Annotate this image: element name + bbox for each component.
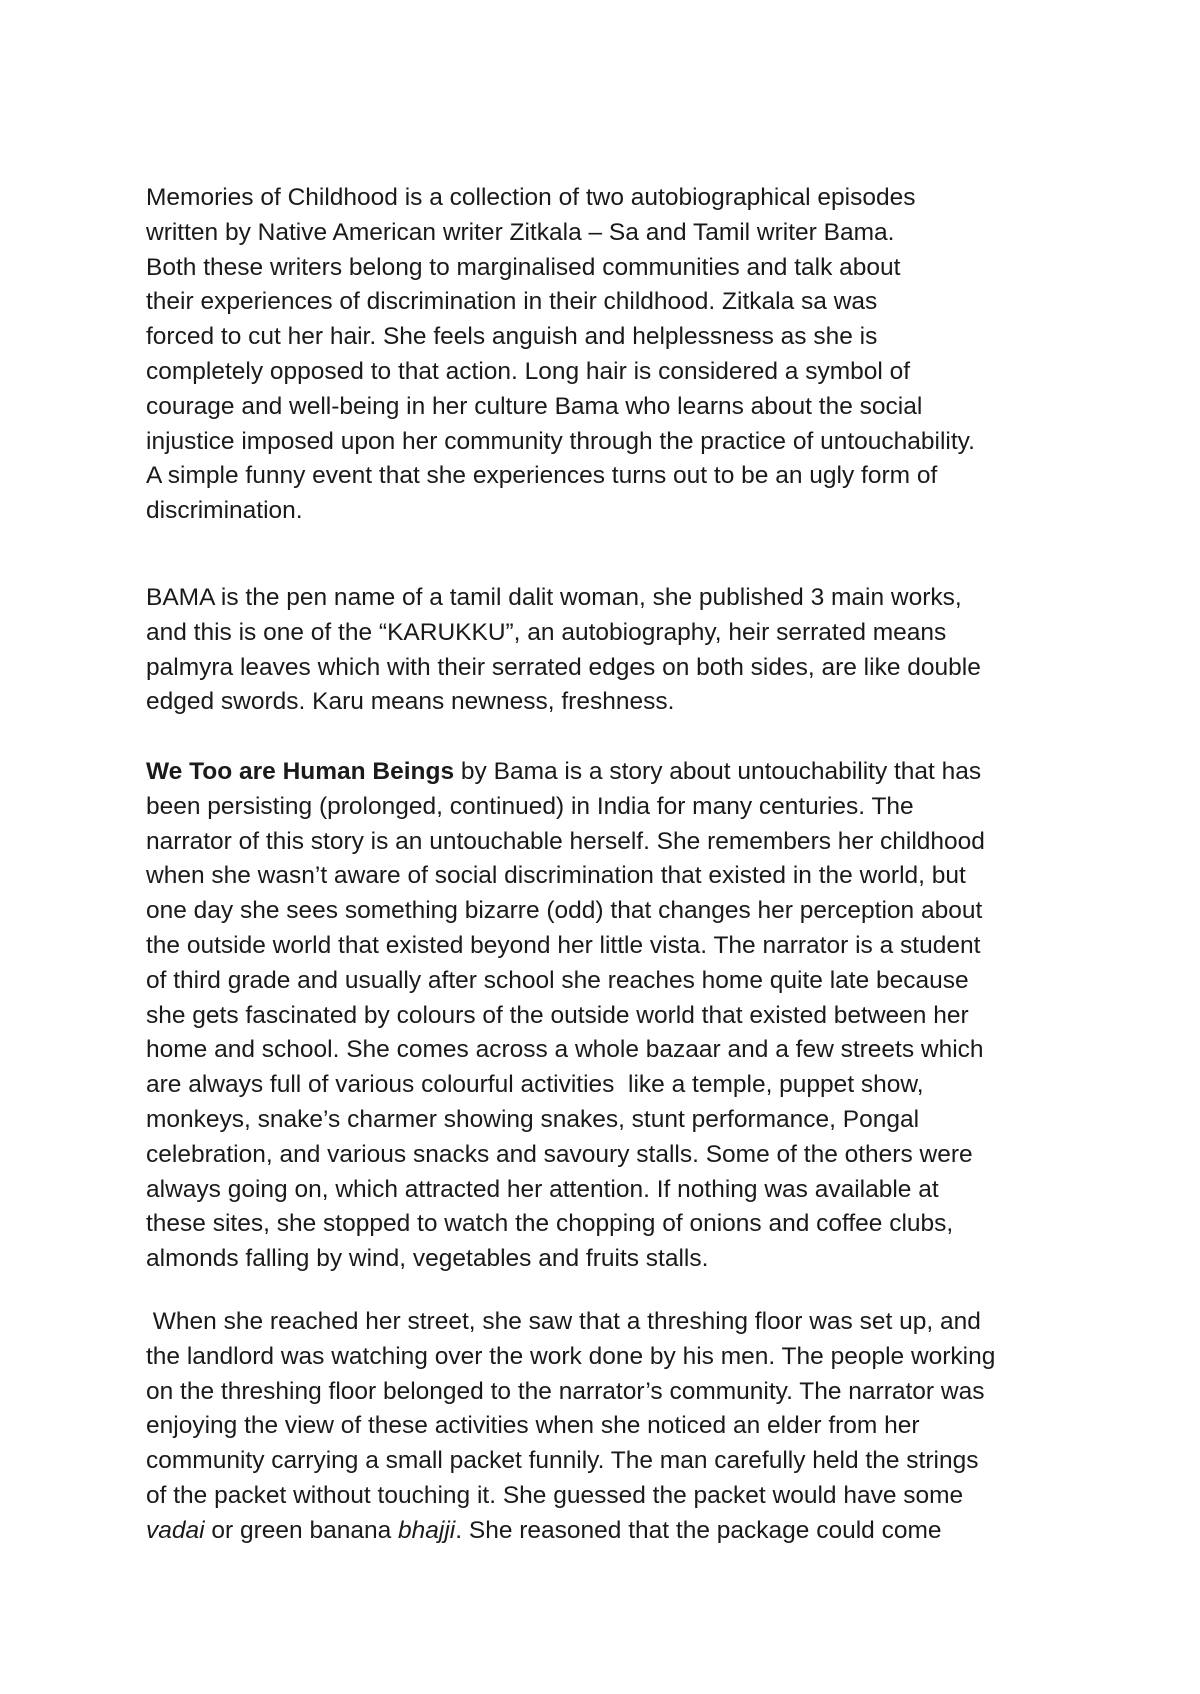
text-line: when she wasn’t aware of social discrimination that existed in the world, but [146,862,966,890]
text-line: the landlord was watching over the work done by his men. The people working [146,1342,996,1370]
text-line: the outside world that existed beyond her little vista. The narrator is a student [146,931,981,959]
text-line: their experiences of discrimination in their childhood. Zitkala sa was [146,288,878,316]
text-line: courage and well-being in her culture Bama who learns about the social [146,392,923,420]
text-line: written by Native American writer Zitkala – Sa and Tamil writer Bama. [146,218,895,246]
text-line: are always full of various colourful activities like a temple, puppet show, [146,1071,924,1099]
text-line: community carrying a small packet funnily. The man carefully held the strings [146,1447,979,1475]
text-line: enjoying the view of these activities when she noticed an elder from her [146,1412,920,1440]
text-line: celebration, and various snacks and savoury stalls. Some of the others were [146,1140,973,1168]
paragraph-bama [146,581,1086,720]
text-line: BAMA is the pen name of a tamil dalit woman, she published 3 main works, [146,584,962,611]
text-line: one day she sees something bizarre (odd) that changes her perception about [146,897,983,925]
text-line: Memories of Childhood is a collection of two autobiographical episodes [146,184,916,211]
story-title: We Too are Human Beings [146,758,455,785]
text-line: she gets fascinated by colours of the outside world that existed between her [146,1001,969,1029]
text-line: palmyra leaves which with their serrated edges on both sides, are like double [146,653,981,681]
paragraph-we-too [146,755,1086,1277]
text-line: narrator of this story is an untouchable herself. She remembers her childhood [146,827,985,855]
text-line [146,755,1086,790]
italic-word: vadai [146,1516,205,1544]
text-segment: by Bama is a story about untouchability that has [454,758,982,785]
paragraph-intro [146,181,1086,529]
text-line: A simple funny event that she experiences turns out to be an ugly form of [146,462,938,490]
text-line: discrimination. [146,497,303,525]
text-line [146,1514,1086,1549]
text-line: When she reached her street, she saw that a threshing floor was set up, and [146,1308,981,1335]
italic-word: bhajji [398,1516,456,1544]
text-segment: . She reasoned that the package could come [455,1516,942,1544]
text-line: on the threshing floor belonged to the narrator’s community. The narrator was [146,1377,985,1405]
text-line: completely opposed to that action. Long hair is considered a symbol of [146,357,911,385]
text-line: forced to cut her hair. She feels anguish and helplessness as she is [146,323,878,351]
text-line: injustice imposed upon her community through the practice of untouchability. [146,427,975,455]
text-line: of third grade and usually after school she reaches home quite late because [146,966,969,994]
text-line: these sites, she stopped to watch the chopping of onions and coffee clubs, [146,1210,954,1238]
text-line: almonds falling by wind, vegetables and fruits stalls. [146,1245,709,1273]
text-line: Both these writers belong to marginalised communities and talk about [146,253,901,281]
text-line: monkeys, snake’s charmer showing snakes, stunt performance, Pongal [146,1105,920,1133]
text-line: home and school. She comes across a whole bazaar and a few streets which [146,1036,984,1064]
text-line: edged swords. Karu means newness, freshness. [146,688,675,716]
text-line: always going on, which attracted her attention. If nothing was available at [146,1175,939,1203]
paragraph-street [146,1305,1086,1549]
text-segment: or green banana [204,1516,399,1544]
text-line: of the packet without touching it. She guessed the packet would have some [146,1481,964,1509]
text-line: been persisting (prolonged, continued) in India for many centuries. The [146,792,914,820]
text-line: and this is one of the “KARUKKU”, an autobiography, heir serrated means [146,618,947,646]
